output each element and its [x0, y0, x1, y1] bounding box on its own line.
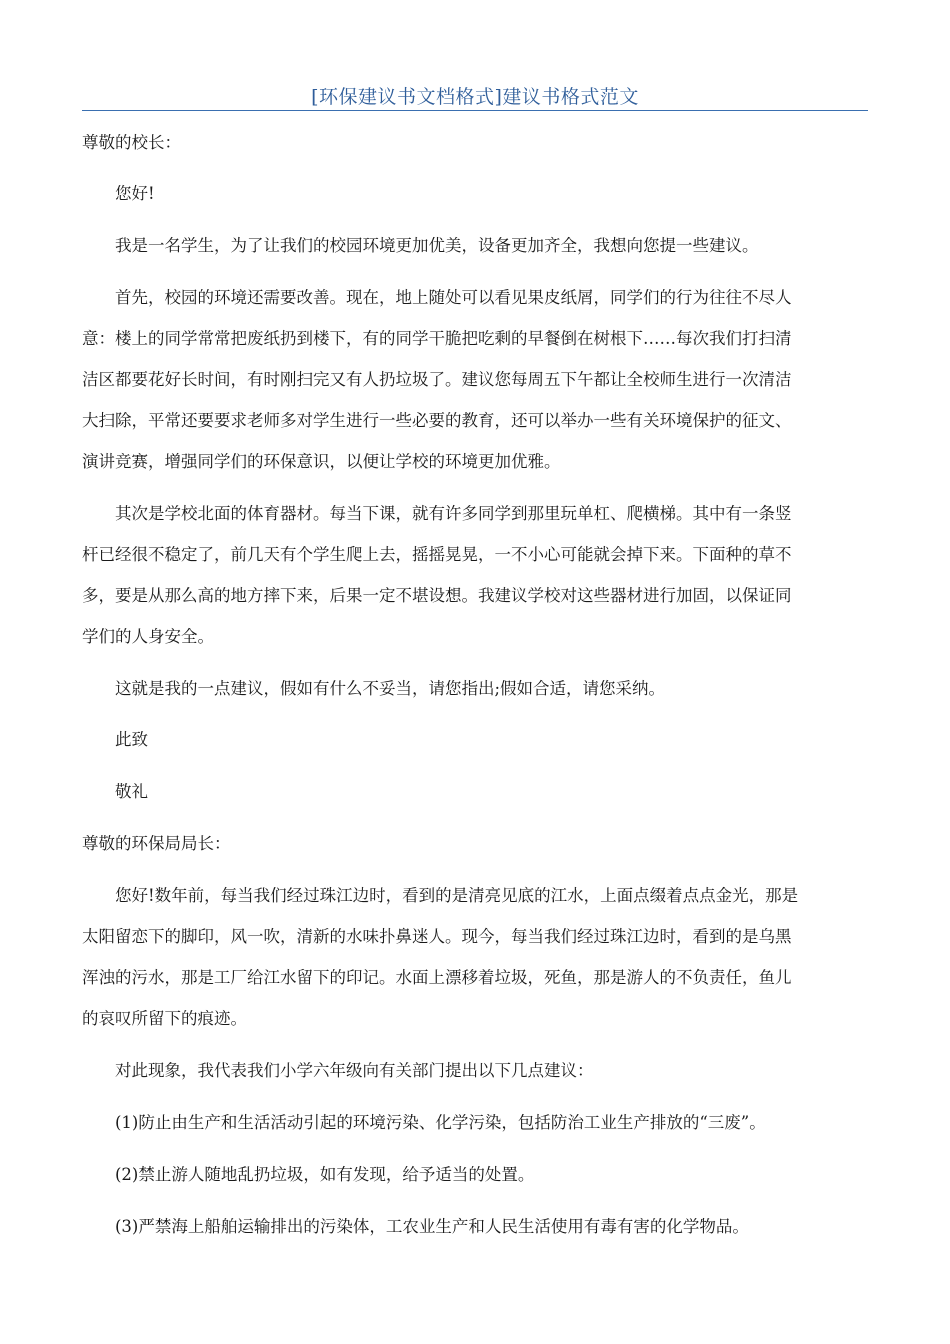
paragraph-line: 其次是学校北面的体育器材。每当下课，就有许多同学到那里玩单杠、爬横梯。其中有一条竖 [115, 504, 792, 523]
paragraph-line: 洁区都要花好长时间，有时刚扫完又有人扔垃圾了。建议您每周五下午都让全校师生进行一次清洁 [82, 370, 792, 389]
letter2-intro: 对此现象，我代表我们小学六年级向有关部门提出以下几点建议： [115, 1061, 594, 1080]
letter1-closing: 这就是我的一点建议，假如有什么不妥当，请您指出;假如合适，请您采纳。 [115, 679, 666, 698]
letter1-salutation: 尊敬的校长： [82, 133, 181, 152]
paragraph-line: 演讲竞赛，增强同学们的环保意识，以便让学校的环境更加优雅。 [82, 452, 561, 471]
paragraph-line: 您好!数年前，每当我们经过珠江边时，看到的是清亮见底的江水，上面点缀着点点金光，那是 [115, 886, 799, 905]
paragraph-line: 杆已经很不稳定了，前几天有个学生爬上去，摇摇晃晃，一不小心可能就会掉下来。下面种的草不 [82, 545, 792, 564]
paragraph-line: 大扫除，平常还要要求老师多对学生进行一些必要的教育，还可以举办一些有关环境保护的征文、 [82, 411, 792, 430]
letter1-sign-cizhi: 此致 [115, 730, 148, 749]
document-title: [环保建议书文档格式]建议书格式范文 [311, 86, 639, 108]
paragraph-line: 意：楼上的同学常常把废纸扔到楼下，有的同学干脆把吃剩的早餐倒在树根下……每次我们打扫清 [82, 329, 792, 348]
letter1-sign-jingli: 敬礼 [115, 782, 148, 801]
paragraph-line: 首先，校园的环境还需要改善。现在，地上随处可以看见果皮纸屑，同学们的行为往往不尽人 [115, 288, 792, 307]
paragraph-line: 太阳留恋下的脚印，风一吹，清新的水味扑鼻迷人。现今，每当我们经过珠江边时，看到的是乌黑 [82, 927, 792, 946]
letter1-greeting: 您好! [115, 184, 155, 203]
letter1-intro: 我是一名学生，为了让我们的校园环境更加优美，设备更加齐全，我想向您提一些建议。 [115, 236, 759, 255]
paragraph-line: 学们的人身安全。 [82, 627, 214, 646]
paragraph-line: 浑浊的污水，那是工厂给江水留下的印记。水面上漂移着垃圾，死鱼，那是游人的不负责任，鱼儿 [82, 968, 792, 987]
list-item: (1)防止由生产和生活活动引起的环境污染、化学污染，包括防治工业生产排放的“三废”。 [115, 1113, 766, 1132]
list-item: (3)严禁海上船舶运输排出的污染体，工农业生产和人民生活使用有毒有害的化学物品。 [115, 1217, 749, 1236]
document-header [82, 78, 868, 111]
list-item: (2)禁止游人随地乱扔垃圾，如有发现，给予适当的处置。 [115, 1165, 535, 1184]
letter2-salutation: 尊敬的环保局局长： [82, 834, 231, 853]
paragraph-line: 多，要是从那么高的地方摔下来，后果一定不堪设想。我建议学校对这些器材进行加固，以保证同 [82, 586, 792, 605]
paragraph-line: 的哀叹所留下的痕迹。 [82, 1009, 247, 1028]
